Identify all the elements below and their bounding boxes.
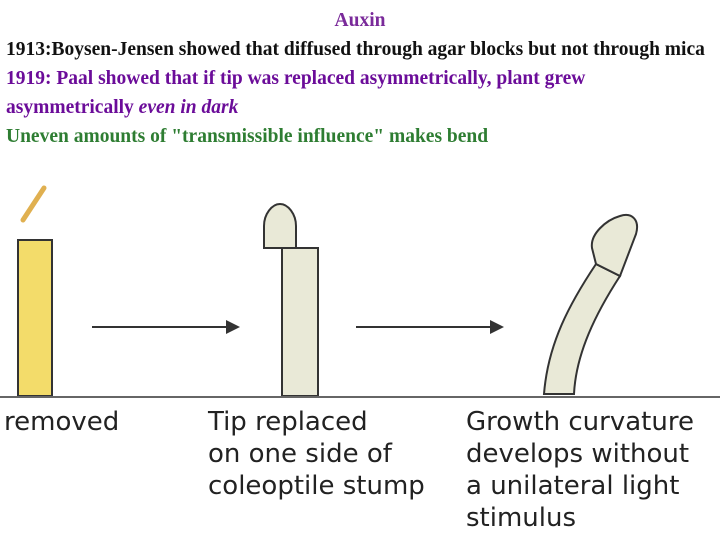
- slide-title: Auxin: [334, 10, 386, 31]
- label-tip-replaced-line-1: Tip replaced: [208, 407, 368, 437]
- stump-middle: [282, 248, 318, 396]
- label-growth-curvature-line-3: a unilateral light: [466, 471, 680, 501]
- curved-coleoptile: [544, 264, 620, 394]
- arrow-2-head: [490, 320, 504, 334]
- label-growth-curvature: [466, 406, 694, 534]
- label-growth-curvature-line-1: Growth curvature: [466, 407, 694, 437]
- stump-removed: [18, 240, 52, 396]
- label-removed-line: removed: [4, 407, 120, 437]
- line-1913: 1913:Boysen-Jensen showed that diffused through agar blocks but not through mica: [6, 39, 705, 60]
- line-uneven: Uneven amounts of "transmissible influence" makes bend: [6, 126, 489, 147]
- arrow-1-head: [226, 320, 240, 334]
- label-tip-replaced-line-3: coleoptile stump: [208, 471, 425, 501]
- line-1919-italic: even in dark: [138, 97, 239, 118]
- label-growth-curvature-line-4: stimulus: [466, 503, 577, 533]
- removed-tip-hint: [23, 188, 44, 220]
- caption-text: [6, 6, 714, 151]
- line-1919: [6, 64, 714, 122]
- replaced-tip: [264, 204, 296, 248]
- label-growth-curvature-line-2: develops without: [466, 439, 690, 469]
- label-tip-replaced-line-2: on one side of: [208, 439, 392, 469]
- label-tip-replaced: [208, 406, 425, 502]
- label-removed: [4, 406, 119, 438]
- line-1919-text: 1919: Paal showed that if tip was replaced asymmetrically, plant grew asymmetrically: [6, 68, 586, 118]
- coleoptile-figure: [0, 168, 720, 540]
